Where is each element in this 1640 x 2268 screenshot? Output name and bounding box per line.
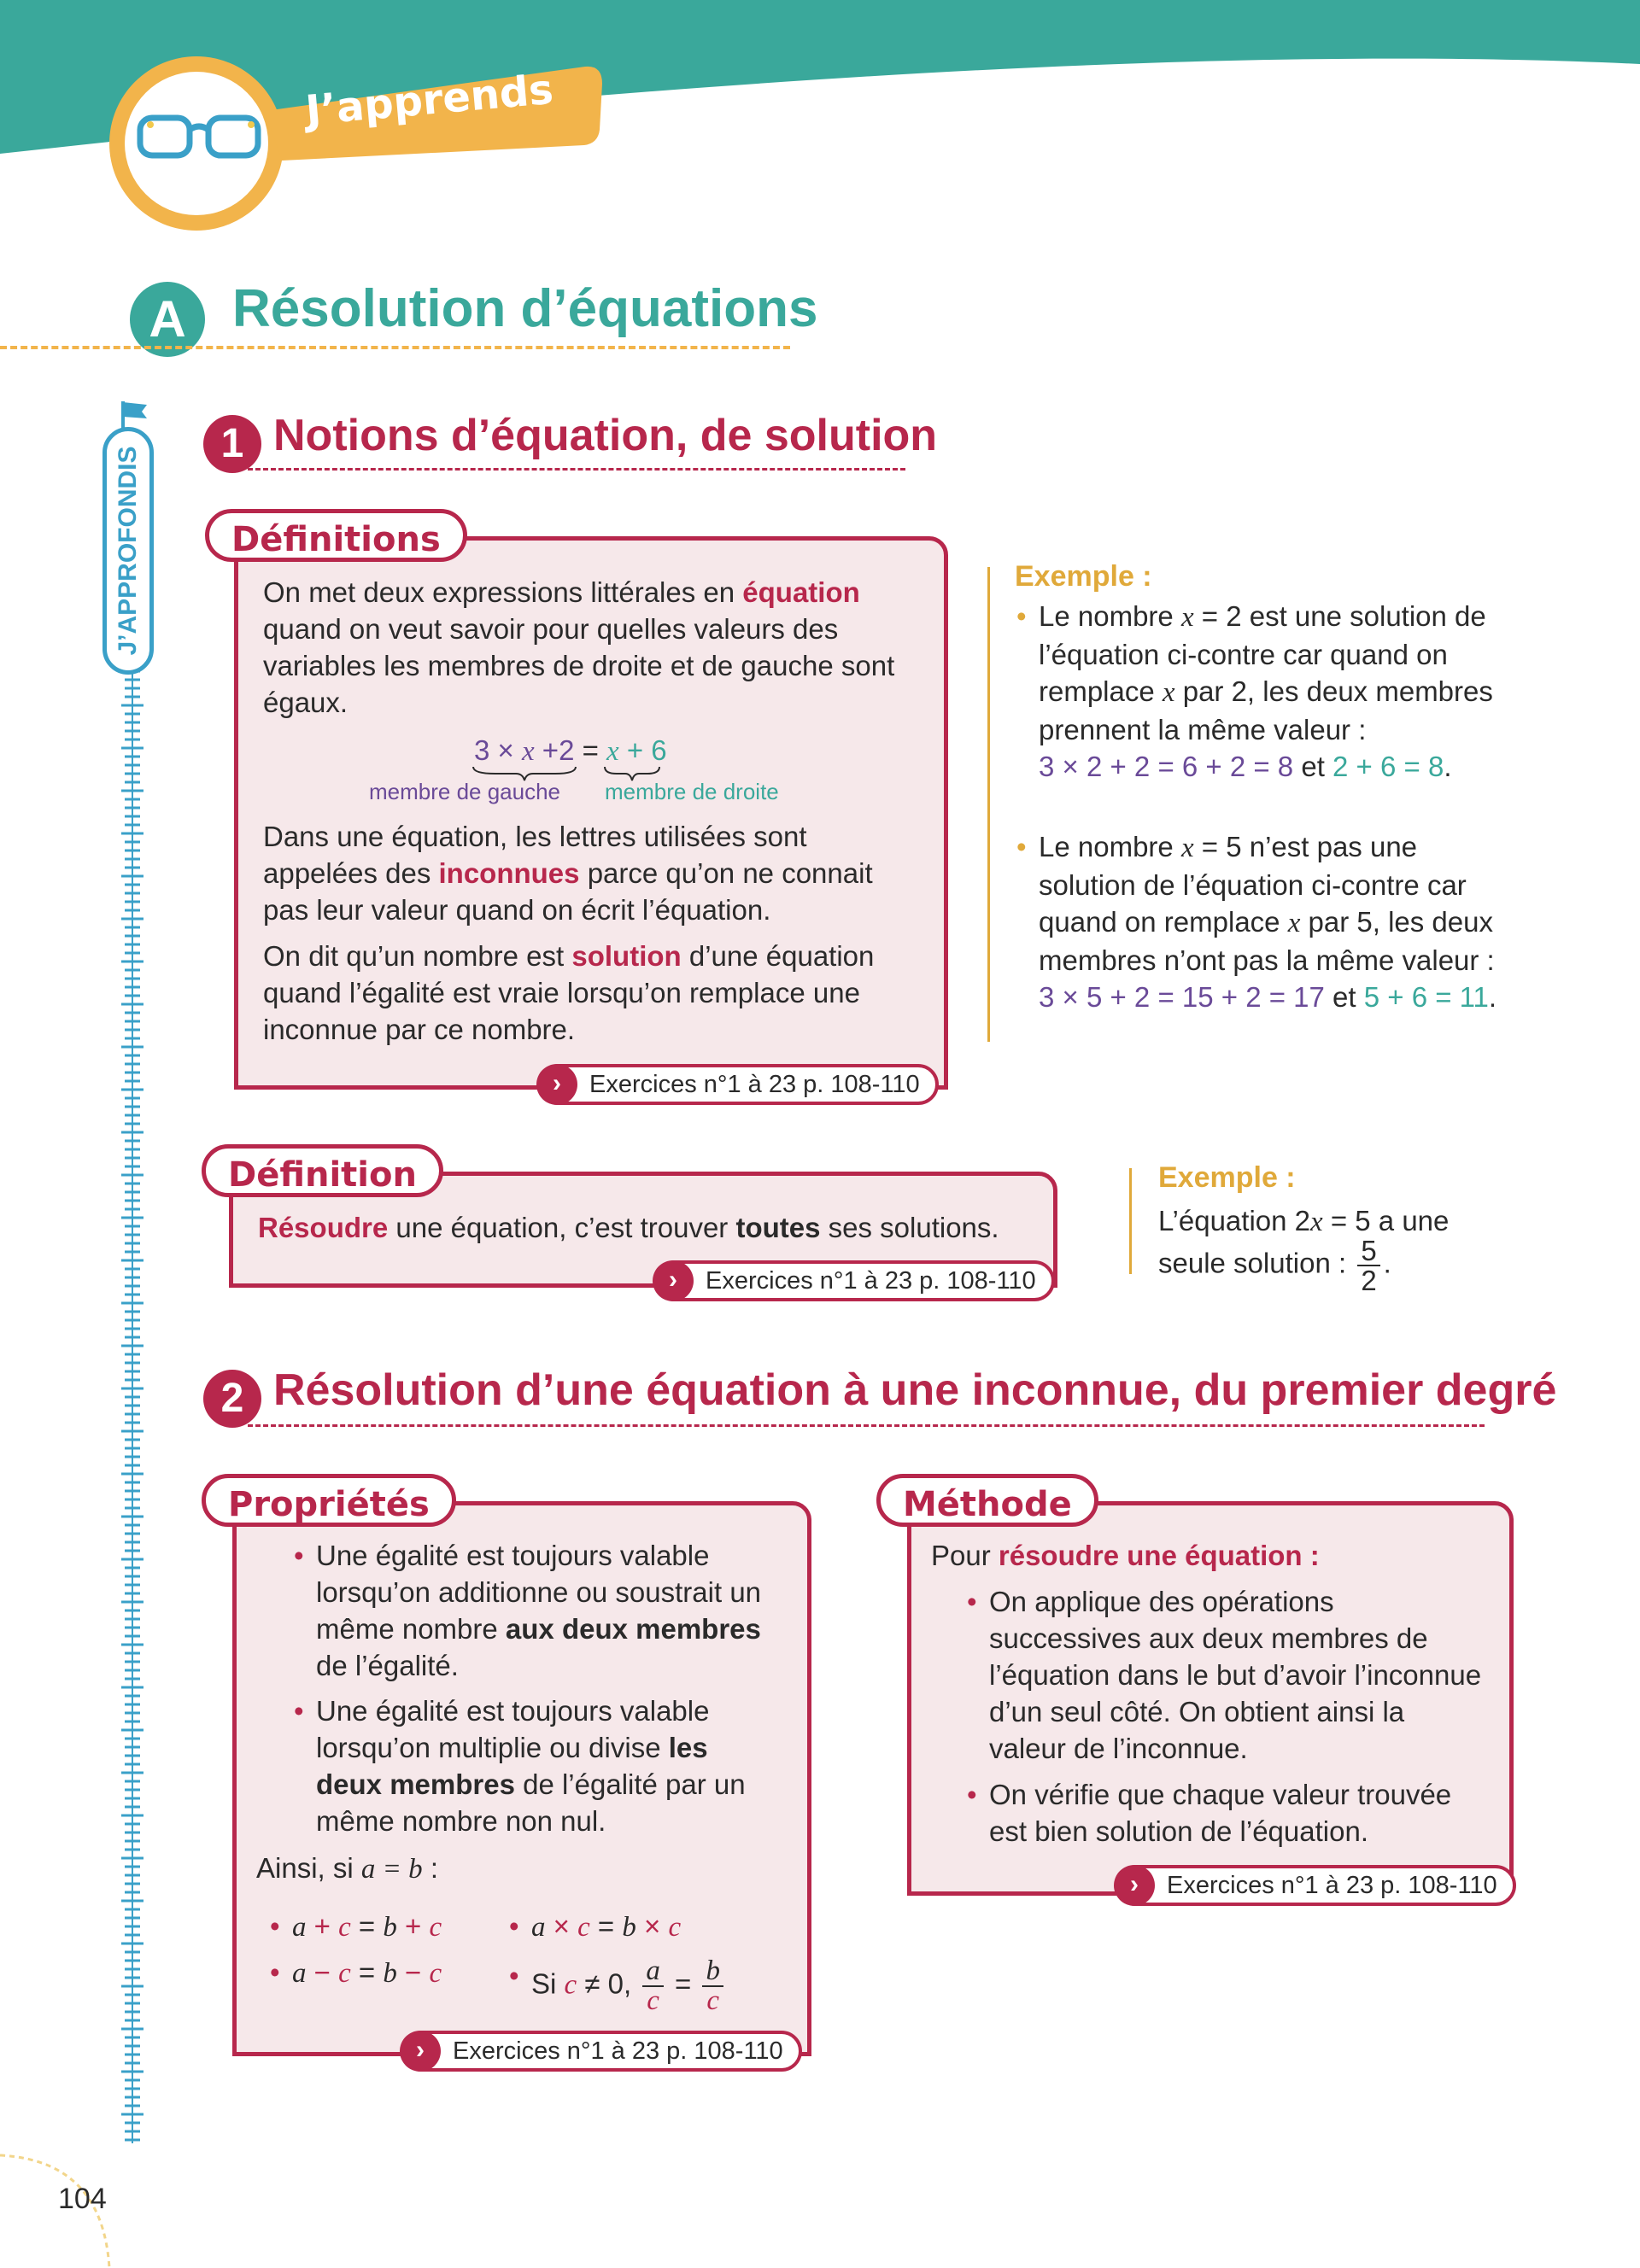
example2-line1: L’équation 2x = 5 a une xyxy=(1158,1205,1450,1237)
header-banner-label: J’apprends xyxy=(303,65,555,135)
method-tab: Méthode xyxy=(876,1474,1098,1527)
page-number: 104 xyxy=(58,2183,107,2215)
method-bullet1: • On applique des opérations successives aux deux membres de l’équation dans le but d’avoir l’inconnue d’un seul côté. On obtient ainsi la valeur de l’inconnue. xyxy=(989,1583,1485,1767)
section-a-title: Résolution d’équations xyxy=(232,279,818,338)
part2-title: Résolution d’une équation à une inconnue, du premier degré xyxy=(273,1365,1557,1415)
properties-tab: Propriétés xyxy=(202,1474,456,1527)
formula-mul: • a × c = b × c xyxy=(531,1908,681,1946)
side-ruler xyxy=(120,658,145,2148)
part1-number: 1 xyxy=(220,421,244,466)
part1-title: Notions d’équation, de solution xyxy=(273,411,938,460)
properties-bullet2: • Une égalité est toujours valable lorsqu’on multiplie ou divise les deux membres de l’égalité par un même nombre non nul. xyxy=(316,1692,777,1839)
definitions-exercises-link[interactable]: › Exercices n°1 à 23 p. 108-110 xyxy=(538,1064,939,1105)
definitions-tab: Définitions xyxy=(205,509,467,562)
properties-bullet1: • Une égalité est toujours valable lorsqu’on additionne ou soustrait un même nombre aux deux membres de l’égalité. xyxy=(316,1537,777,1684)
properties-exercises-link[interactable]: › Exercices n°1 à 23 p. 108-110 xyxy=(401,2031,802,2072)
example1-bar xyxy=(987,567,990,1042)
part2-rule xyxy=(248,1424,1485,1427)
definition-tab: Définition xyxy=(202,1144,443,1197)
section-a-letter: A xyxy=(149,290,186,348)
definition-text: Résoudre une équation, c’est trouver toutes ses solutions. xyxy=(258,1212,999,1243)
flag-icon xyxy=(118,400,152,430)
chevron-right-icon: › xyxy=(1114,1865,1155,1906)
section-a-rule xyxy=(0,346,790,349)
example2-line2: seule solution : $\frac{5}{2}$ . xyxy=(1158,1235,1391,1296)
part2-number: 2 xyxy=(220,1376,244,1421)
glasses-icon xyxy=(135,109,263,169)
method-intro: Pour résoudre une équation : xyxy=(931,1540,1320,1571)
chevron-right-icon: › xyxy=(653,1260,694,1301)
formula-add: • a + c = b + c xyxy=(292,1908,442,1946)
equation-left-member: 3 × x +2 xyxy=(474,734,575,767)
properties-ainsi: Ainsi, si a = b : xyxy=(256,1852,438,1885)
side-tab-label: J’APPROFONDIS xyxy=(114,446,142,656)
equation-label-left: membre de gauche xyxy=(369,779,561,804)
method-bullet2: • On vérifie que chaque valeur trouvée est bien solution de l’équation. xyxy=(989,1776,1485,1850)
formula-div: • Si c ≠ 0, $\frac{a}{c}$ = $\frac{b}{c}$ xyxy=(531,1957,727,2015)
chevron-right-icon: › xyxy=(400,2031,441,2072)
definitions-p1: On met deux expressions littérales en équation quand on veut savoir pour quelles valeurs des variables les membres de droite et de gauche sont égaux. xyxy=(263,576,895,718)
chevron-right-icon: › xyxy=(536,1064,577,1105)
example1-bullet1: • Le nombre x = 2 est une solution de l’équation ci-contre car quand on remplace x par 2, les deux membres prennent la même valeur : 3 × 2 + 2 = 6 + 2 = 8 et 2 + 6 = 8. xyxy=(1039,598,1500,785)
definitions-p2: Dans une équation, les lettres utilisées sont appelées des inconnues parce qu’on ne connait pas leur valeur quand on écrit l’équation. xyxy=(263,821,873,926)
definitions-equation: 3 × x +2 = x + 6 xyxy=(474,734,667,767)
equation-right-member: x + 6 xyxy=(606,734,667,767)
definitions-p3: On dit qu’un nombre est solution d’une équation quand l’égalité est vraie lorsqu’on remplace une inconnue par ce nombre. xyxy=(263,940,875,1045)
example2-title: Exemple : xyxy=(1158,1161,1296,1194)
formula-sub: • a − c = b − c xyxy=(292,1954,442,1992)
definition-exercises-link[interactable]: › Exercices n°1 à 23 p. 108-110 xyxy=(654,1260,1055,1301)
part1-rule xyxy=(248,468,905,471)
equation-label-right: membre de droite xyxy=(605,779,779,804)
example1-title: Exemple : xyxy=(1015,560,1152,593)
example2-bar xyxy=(1129,1168,1132,1274)
example1-bullet2: • Le nombre x = 5 n’est pas une solution de l’équation ci-contre car quand on remplace x par 5, les deux membres n’ont pas la même valeur : 3 × 5 + 2 = 15 + 2 = 17 et 5 + 6 = 11. xyxy=(1039,828,1500,1015)
method-exercises-link[interactable]: › Exercices n°1 à 23 p. 108-110 xyxy=(1116,1865,1516,1906)
